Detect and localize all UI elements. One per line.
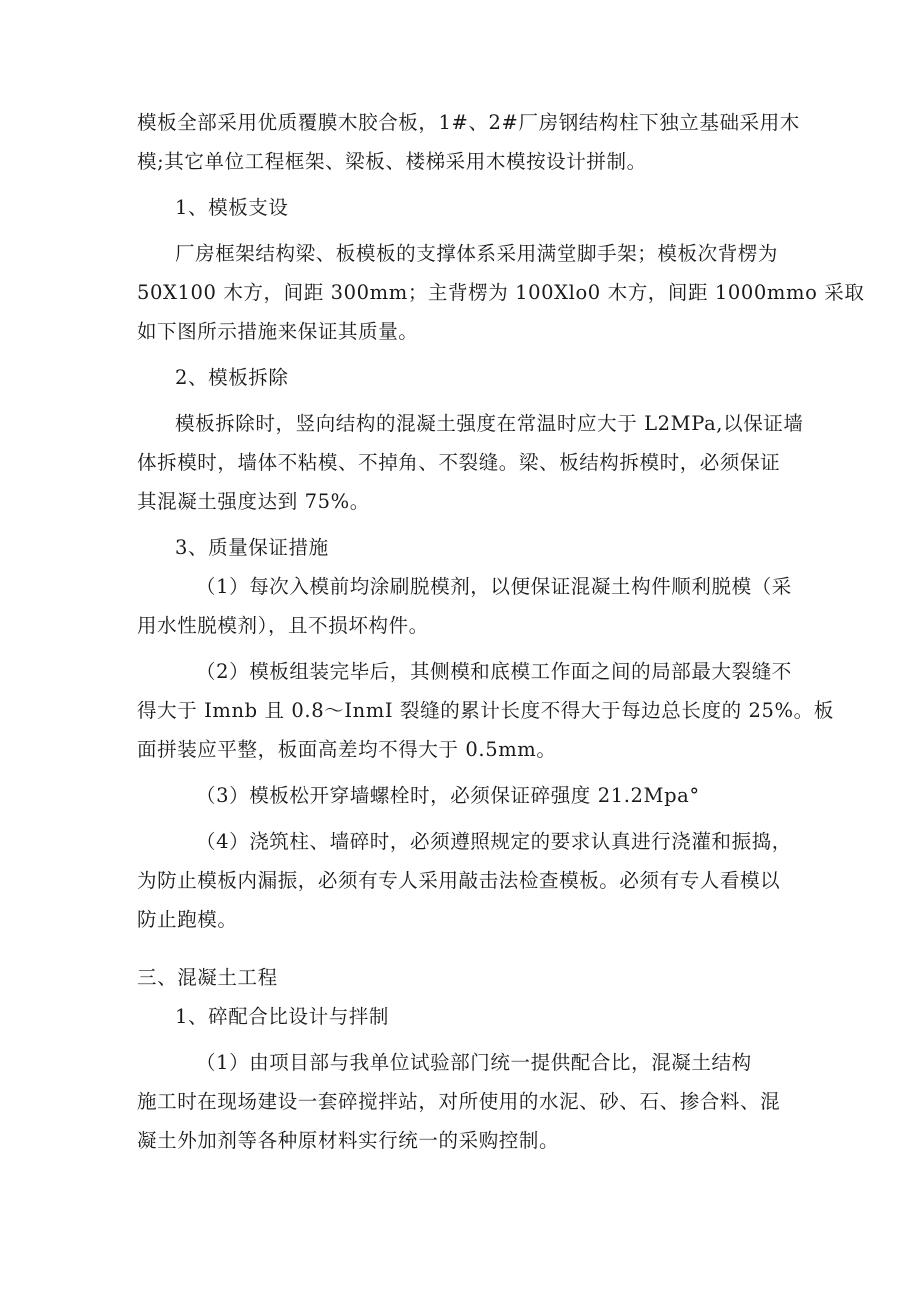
quality-item-4-line-2: 为防止模板内漏振，必须有专人采用敲击法检查模板。必须有专人看模以: [137, 869, 781, 892]
mix-item-1-line-2: 施工时在现场建设一套碎搅拌站，对所使用的水泥、砂、石、掺合料、混: [137, 1090, 781, 1113]
removal-line-2: 体拆模时，墙体不粘模、不掉角、不裂缝。梁、板结构拆模时，必须保证: [137, 451, 781, 474]
mix-item-1-line-3: 凝土外加剂等各种原材料实行统一的采购控制。: [137, 1129, 560, 1152]
quality-item-3-line-1: （3）模板松开穿墙螺栓时，必须保证碎强度 21.2Mpa°: [196, 784, 700, 807]
section-concrete-title: 三、混凝土工程: [137, 966, 278, 989]
heading-formwork-removal: 2、模板拆除: [175, 366, 289, 389]
mix-item-1-line-1: （1）由项目部与我单位试验部门统一提供配合比，混凝土结构: [196, 1051, 752, 1074]
heading-quality-measures: 3、质量保证措施: [175, 536, 329, 559]
quality-item-2-line-3: 面拼装应平整，板面高差均不得大于 0.5mm。: [137, 738, 557, 761]
quality-item-2-line-1: （2）模板组装完毕后，其侧模和底模工作面之间的局部最大裂缝不: [196, 660, 792, 683]
support-line-2: 50X100 木方，间距 300mm；主背楞为 100Xlo0 木方，间距 1000mmo 采取: [137, 281, 865, 304]
quality-item-1-line-1: （1）每次入模前均涂刷脱模剂，以便保证混凝土构件顺利脱模（采: [196, 575, 792, 598]
intro-line-2: 模;其它单位工程框架、梁板、楼梯采用木模按设计拼制。: [137, 150, 647, 173]
intro-line-1: 模板全部采用优质覆膜木胶合板，1#、2#厂房钢结构柱下独立基础采用木: [137, 111, 800, 134]
removal-line-3: 其混凝土强度达到 75%。: [137, 490, 370, 513]
heading-formwork-support: 1、模板支设: [175, 196, 289, 219]
support-line-3: 如下图所示措施来保证其质量。: [137, 320, 419, 343]
quality-item-1-line-2: 用水性脱模剂），且不损坏构件。: [137, 614, 429, 637]
heading-mix-design: 1、碎配合比设计与拌制: [175, 1005, 390, 1028]
quality-item-2-line-2: 得大于 Imnb 且 0.8～InmI 裂缝的累计长度不得大于每边总长度的 25%。板: [137, 699, 834, 722]
removal-line-1: 模板拆除时，竖向结构的混凝土强度在常温时应大于 L2MPa,以保证墙: [175, 412, 804, 435]
quality-item-4-line-1: （4）浇筑柱、墙碎时，必须遵照规定的要求认真进行浇灌和振捣，: [196, 830, 792, 853]
support-line-1: 厂房框架结构梁、板模板的支撑体系采用满堂脚手架；模板次背楞为: [175, 242, 779, 265]
quality-item-4-line-3: 防止跑模。: [137, 908, 238, 931]
